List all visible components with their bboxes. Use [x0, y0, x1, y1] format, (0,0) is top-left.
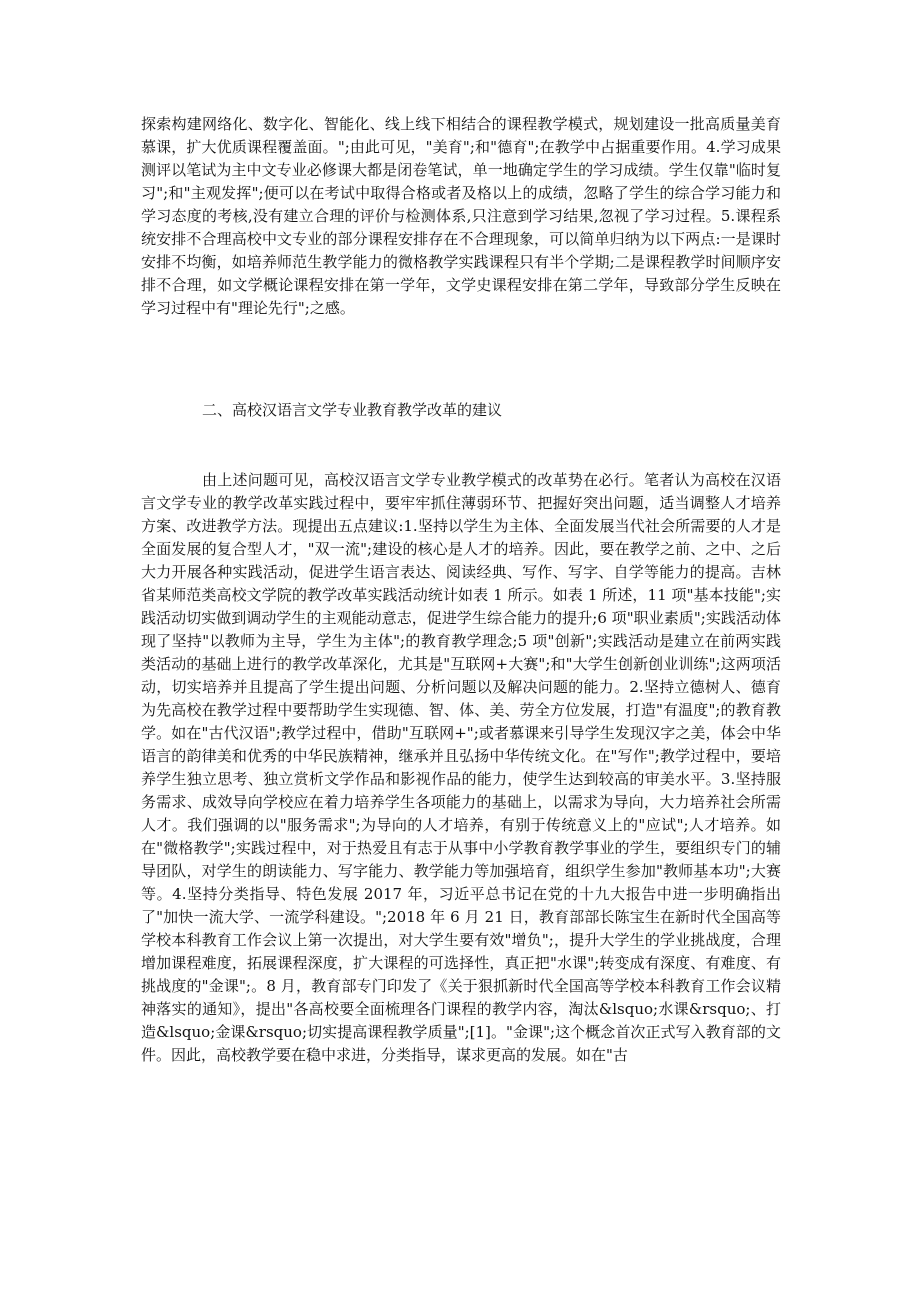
section-heading: 二、高校汉语言文学专业教育教学改革的建议	[202, 401, 503, 419]
body-paragraph-2: 由上述问题可见，高校汉语言文学专业教学模式的改革势在必行。笔者认为高校在汉语言文学专业的教学改革实践过程中，要牢牢抓住薄弱环节、把握好突出问题，适当调整人才培养方案、改进教学方法。现提出五点建议:1.坚持以学生为主体、全面发展当代社会所需要的人才是全面发展的复合型人才，"双一流";建设的核心是人才的培养。因此，要在教学之前、之中、之后大力开展各种实践活动，促进学生语言表达、阅读经典、写作、写字、自学等能力的提高。吉林省某师范类高校文学院的教学改革实践活动统计如表 1 所示。如表 1 所述，11 项"基本技能";实践活动切实做到调动学生的主观能动意志，促进学生综合能力的提升;6 项"职业素质";实践活动体现了坚持"以教师为主导，学生为主体";的教育教学理念;5 项"创新";实践活动是建立在前两实践类活动的基础上进行的教学改革深化，尤其是"互联网+大赛";和"大学生创新创业训练";这两项活动，切实培养并且提高了学生提出问题、分析问题以及解决问题的能力。2.坚持立德树人、德育为先高校在教学过程中要帮助学生实现德、智、体、美、劳全方位发展，打造"有温度";的教育教学。如在"古代汉语";教学过程中，借助"互联网+";或者慕课来引导学生发现汉字之美，体会中华语言的韵律美和优秀的中华民族精神，继承并且弘扬中华传统文化。在"写作";教学过程中，要培养学生独立思考、独立赏析文学作品和影视作品的能力，使学生达到较高的审美水平。3.坚持服务需求、成效导向学校应在着力培养学生各项能力的基础上，以需求为导向，大力培养社会所需人才。我们强调的以"服务需求";为导向的人才培养，有别于传统意义上的"应试";人才培养。如在"微格教学";实践过程中，对于热爱且有志于从事中小学教育教学事业的学生，要组织专门的辅导团队，对学生的朗读能力、写字能力、教学能力等加强培育，组织学生参加"教师基本功";大赛等。4.坚持分类指导、特色发展 2017 年，习近平总书记在党的十九大报告中进一步明确指出了"加快一流大学、一流学科建设。";2018 年 6 月 21 日，教育部部长陈宝生在新时代全国高等学校本科教育工作会议上第一次提出，对大学生要有效"增负";，提升大学生的学业挑战度，合理增加课程难度，拓展课程深度，扩大课程的可选择性，真正把"水课";转变成有深度、有难度、有挑战度的"金课";。8 月，教育部专门印发了《关于狠抓新时代全国高等学校本科教育工作会议精神落实的通知》，提出"各高校要全面梳理各门课程的教学内容，淘汰&lsquo;水课&rsquo;、打造&lsquo;金课&rsquo;切实提高课程教学质量";[1]。"金课";这个概念首次正式写入教育部的文件。因此，高校教学要在稳中求进，分类指导，谋求更高的发展。如在"古	[141, 471, 781, 1064]
body-paragraph-1: 探索构建网络化、数字化、智能化、线上线下相结合的课程教学模式，规划建设一批高质量美育慕课，扩大优质课程覆盖面。";由此可见，"美育";和"德育";在教学中占据重要作用。4.学习成果测评以笔试为主中文专业必修课大都是闭卷笔试，单一地确定学生的学习成绩。学生仅靠"临时复习";和"主观发挥";便可以在考试中取得合格或者及格以上的成绩，忽略了学生的综合学习能力和学习态度的考核,没有建立合理的评价与检测体系,只注意到学习结果,忽视了学习过程。5.课程系统安排不合理高校中文专业的部分课程安排存在不合理现象，可以简单归纳为以下两点:一是课时安排不均衡，如培养师范生教学能力的微格教学实践课程只有半个学期;二是课程教学时间顺序安排不合理，如文学概论课程安排在第一学年，文学史课程安排在第二学年，导致部分学生反映在学习过程中有"理论先行";之感。	[141, 115, 781, 317]
